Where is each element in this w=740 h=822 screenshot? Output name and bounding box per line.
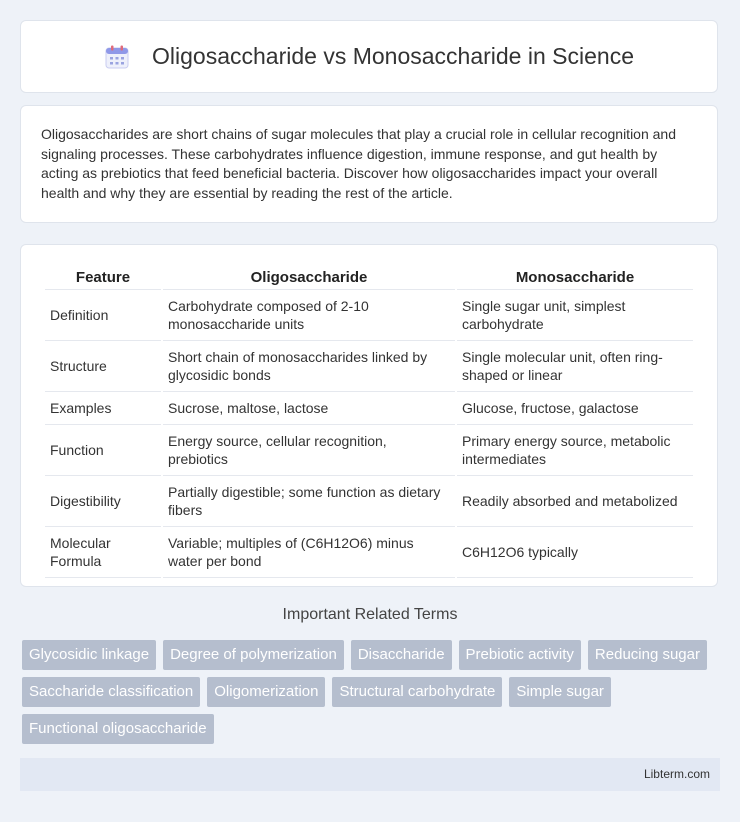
footer-site-link[interactable]: Libterm.com [643,767,710,781]
related-term-tag[interactable]: Oligomerization [207,677,325,707]
table-cell: Variable; multiples of (C6H12O6) minus water per bond [163,527,455,578]
table-cell: Short chain of monosaccharides linked by glycosidic bonds [163,341,455,392]
table-cell: Function [45,425,161,476]
column-header: Oligosaccharide [163,265,455,290]
table-cell: Readily absorbed and metabolized [457,476,693,527]
page-title: Oligosaccharide vs Monosaccharide in Science [152,43,634,69]
column-header: Monosaccharide [457,265,693,290]
table-cell: Sucrose, maltose, lactose [163,392,455,425]
table-cell: Carbohydrate composed of 2-10 monosaccharide units [163,290,455,341]
column-header: Feature [45,265,161,290]
table-cell: C6H12O6 typically [457,527,693,578]
title-card [20,20,718,93]
table-cell: Digestibility [45,476,161,527]
table-cell: Single molecular unit, often ring-shaped or linear [457,341,693,392]
intro-card [20,105,718,223]
table-row [45,476,693,527]
related-terms-title: Important Related Terms [282,606,458,623]
table-row [45,527,693,578]
table-cell: Primary energy source, metabolic intermediates [457,425,693,476]
table-cell: Definition [45,290,161,341]
related-terms-list [22,640,722,744]
related-term-tag[interactable]: Glycosidic linkage [22,640,156,670]
table-cell: Energy source, cellular recognition, prebiotics [163,425,455,476]
related-term-tag[interactable]: Disaccharide [351,640,452,670]
footer [20,758,720,791]
table-row [45,341,693,392]
related-term-tag[interactable]: Structural carbohydrate [332,677,502,707]
related-term-tag[interactable]: Simple sugar [509,677,611,707]
table-header-row [45,265,693,290]
comparison-table [43,265,695,578]
related-term-tag[interactable]: Saccharide classification [22,677,200,707]
calendar-icon [104,44,130,70]
table-cell: Partially digestible; some function as dietary fibers [163,476,455,527]
related-term-tag[interactable]: Reducing sugar [588,640,707,670]
table-cell: Single sugar unit, simplest carbohydrate [457,290,693,341]
table-row [45,290,693,341]
table-cell: Glucose, fructose, galactose [457,392,693,425]
related-term-tag[interactable]: Functional oligosaccharide [22,714,214,744]
table-row [45,392,693,425]
comparison-table-card [20,244,718,587]
related-term-tag[interactable]: Prebiotic activity [459,640,581,670]
table-cell: Examples [45,392,161,425]
table-row [45,425,693,476]
related-term-tag[interactable]: Degree of polymerization [163,640,344,670]
table-cell: Molecular Formula [45,527,161,578]
table-cell: Structure [45,341,161,392]
intro-text: Oligosaccharides are short chains of sugar molecules that play a crucial role in cellular recognition and signaling processes. These carbohydrates influence digestion, immune response, and gut health by acting as prebiotics that feed beneficial bacteria. Discover how oligosaccharides impact your overall health and why they are essential by reading the rest of the article. [41,126,676,201]
